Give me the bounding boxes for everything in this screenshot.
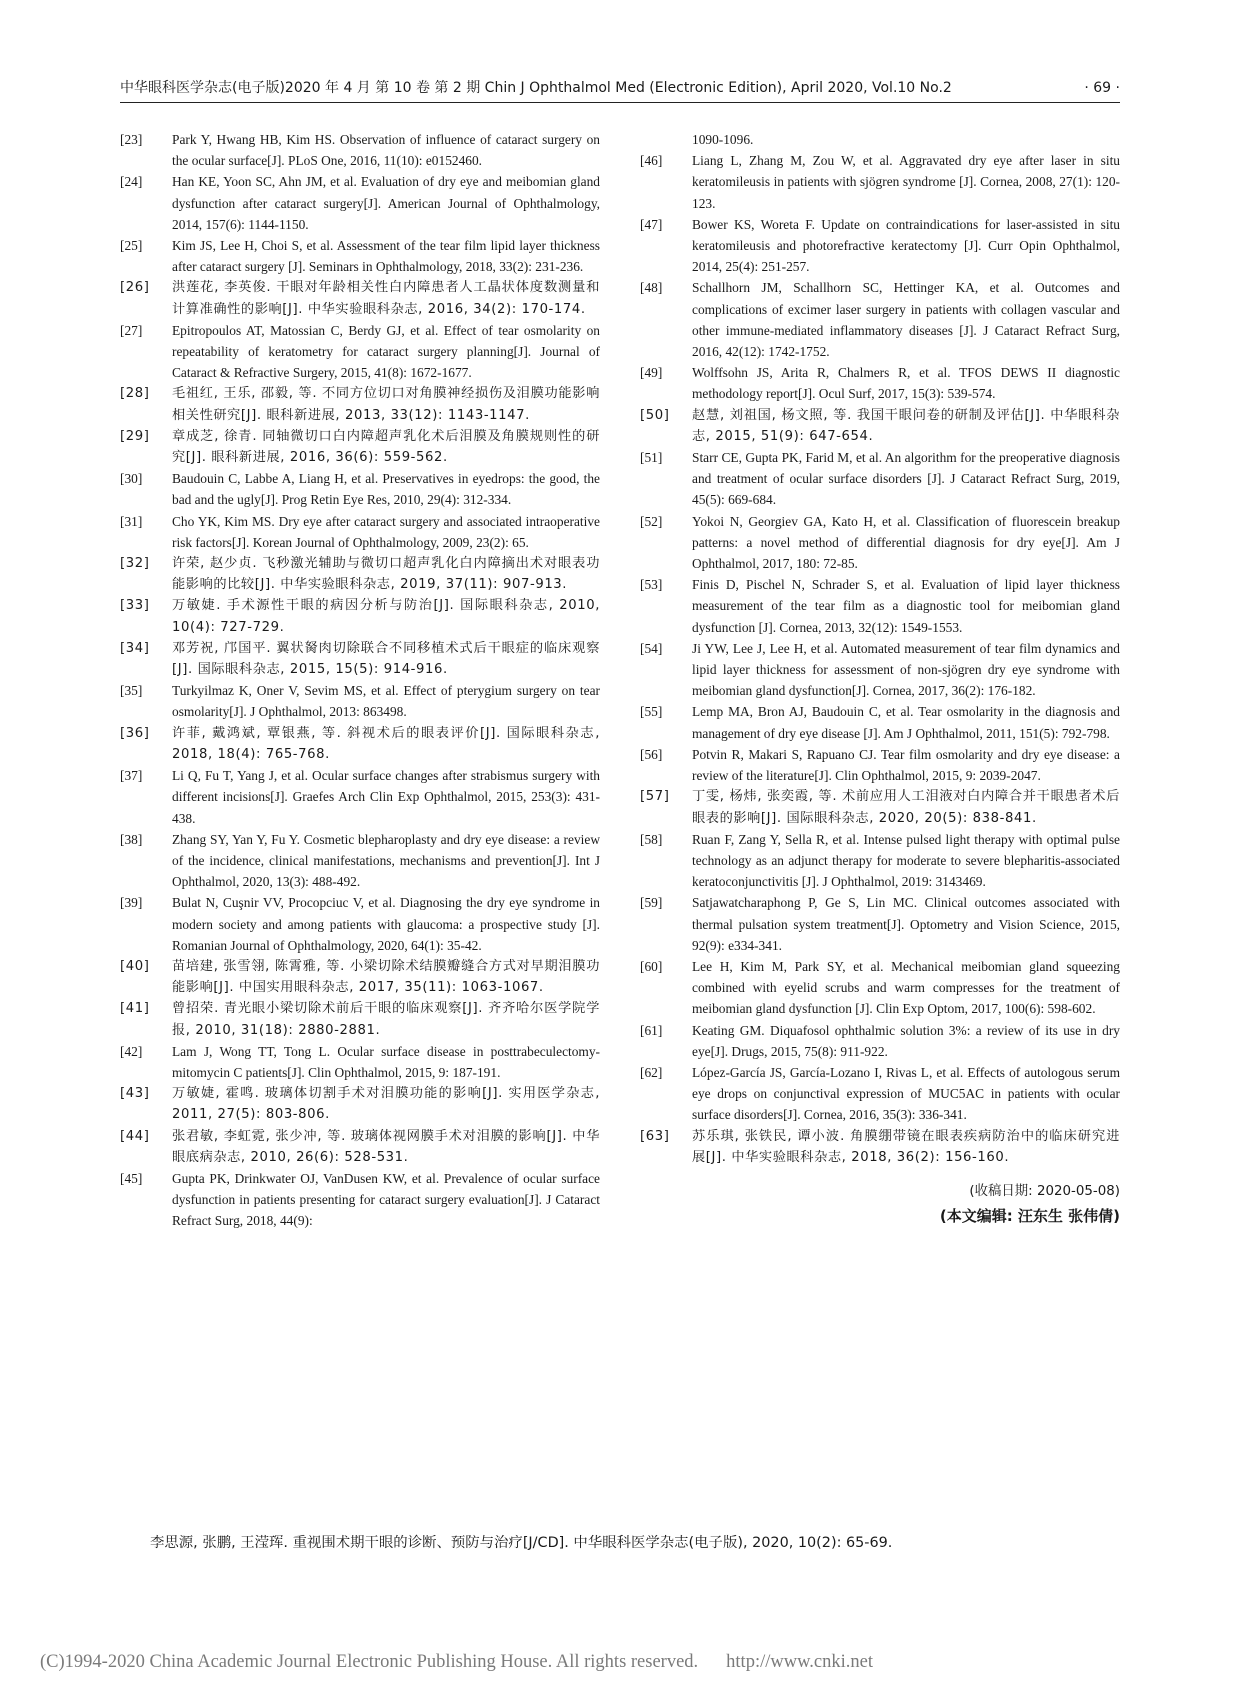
reference-entry	[640, 786, 1120, 828]
reference-number: [52]	[640, 513, 663, 529]
reference-text: Turkyilmaz K, Oner V, Sevim MS, et al. Effect of pterygium surgery on tear osmolarity[J]. J Ophthalmol, 2013: 863498.	[172, 683, 600, 720]
reference-number: [61]	[640, 1022, 663, 1038]
reference-text: Lam J, Wong TT, Tong L. Ocular surface disease in posttrabeculectomy-mitomycin C patients[J]. Clin Ophthalmol, 2015, 9: 187-191.	[172, 1043, 600, 1080]
reference-entry	[640, 362, 1120, 404]
reference-entry	[640, 638, 1120, 702]
reference-number: [46]	[640, 153, 663, 169]
reference-entry	[640, 511, 1120, 575]
reference-text: 苗培建, 张雪翎, 陈霄雅, 等. 小梁切除术结膜瓣缝合方式对早期泪膜功能影响[J]. 中国实用眼科杂志, 2017, 35(11): 1063-1067.	[172, 958, 600, 996]
reference-text: 万敏婕, 霍鸣. 玻璃体切割手术对泪膜功能的影响[J]. 实用医学杂志, 2011, 27(5): 803-806.	[172, 1086, 600, 1123]
reference-number: [42]	[120, 1043, 143, 1059]
reference-number: [33]	[120, 598, 150, 614]
reference-number: [47]	[640, 216, 663, 232]
reference-text: 万敏婕. 手术源性干眼的病因分析与防治[J]. 国际眼科杂志, 2010, 10(4): 727-729.	[172, 598, 600, 635]
reference-entry	[120, 511, 600, 553]
reference-text: Lemp MA, Bron AJ, Baudouin C, et al. Tear osmolarity in the diagnosis and management of dry eye disease [J]. Am J Ophthalmol, 2011, 151(5): 792-798.	[692, 704, 1120, 741]
reference-entry	[120, 553, 600, 595]
reference-text: 苏乐琪, 张铁民, 谭小波. 角膜绷带镜在眼表疾病防治中的临床研究进展[J]. 中华实验眼科杂志, 2018, 36(2): 156-160.	[692, 1128, 1120, 1165]
reference-entry	[120, 426, 600, 468]
reference-number: [34]	[120, 640, 150, 656]
reference-entry	[120, 129, 600, 171]
reference-number: [37]	[120, 768, 143, 784]
reference-number: [59]	[640, 895, 663, 911]
reference-entry	[640, 829, 1120, 893]
reference-text: 许荣, 赵少贞. 飞秒激光辅助与微切口超声乳化白内障摘出术对眼表功能影响的比较[J]. 中华实验眼科杂志, 2019, 37(11): 907-913.	[172, 556, 600, 593]
received-date: (收稿日期: 2020-05-08)	[969, 1183, 1120, 1199]
reference-entry	[120, 829, 600, 893]
reference-number: [32]	[120, 556, 150, 572]
reference-text: Li Q, Fu T, Yang J, et al. Ocular surface changes after strabismus surgery with different incisions[J]. Graefes Arch Clin Exp Ophthalmol, 2015, 253(3): 431-438.	[172, 768, 600, 826]
reference-text: Lee H, Kim M, Park SY, et al. Mechanical meibomian gland squeezing combined with eyelid scrubs and warm compresses for the treatment of meibomian gland dysfunction [J]. Clin Exp Optom, 2017, 100(6): 598-602.	[692, 958, 1120, 1017]
reference-entry	[120, 638, 600, 680]
reference-number: [54]	[640, 640, 663, 656]
editor-credit: (本文编辑: 汪东生 张伟倩)	[939, 1206, 1120, 1225]
reference-entry	[640, 214, 1120, 278]
reference-entry	[640, 447, 1120, 511]
reference-entry	[120, 277, 600, 319]
reference-text: Satjawatcharaphong P, Ge S, Lin MC. Clinical outcomes associated with thermal pulsation system treatment[J]. Optometry and Vision Science, 2015, 92(9): e334-341.	[692, 895, 1120, 953]
copyright-text: (C)1994-2020 China Academic Journal Electronic Publishing House. All rights reserved.	[40, 1652, 699, 1672]
reference-number: [56]	[640, 746, 663, 762]
citation-line: 李思源, 张鹏, 王滢珲. 重视围术期干眼的诊断、预防与治疗[J/CD]. 中华眼科医学杂志(电子版), 2020, 10(2): 65-69.	[150, 1535, 893, 1551]
reference-number: [25]	[120, 238, 143, 254]
reference-number: [43]	[120, 1086, 150, 1102]
reference-text: Wolffsohn JS, Arita R, Chalmers R, et al. TFOS DEWS II diagnostic methodology report[J]. Ocul Surf, 2017, 15(3): 539-574.	[692, 365, 1120, 402]
reference-number: [40]	[120, 958, 150, 974]
reference-entry	[640, 1020, 1120, 1062]
reference-entry	[640, 1126, 1120, 1168]
reference-number: [31]	[120, 513, 143, 529]
journal-header: 中华眼科医学杂志(电子版)2020 年 4 月 第 10 卷 第 2 期 Chin J Ophthalmol Med (Electronic Edition), April 2020, Vol.10 No.2	[120, 80, 952, 96]
copyright-footer	[40, 1652, 873, 1673]
reference-number: [36]	[120, 725, 150, 741]
reference-entry	[640, 701, 1120, 743]
reference-text: Epitropoulos AT, Matossian C, Berdy GJ, et al. Effect of tear osmolarity on repeatability of keratometry for cataract surgery planning[J]. Journal of Cataract & Refractive Surgery, 2015, 41(8): 1672-1677.	[172, 322, 600, 381]
reference-entry	[640, 956, 1120, 1020]
reference-entry	[120, 320, 600, 384]
reference-text: Kim JS, Lee H, Choi S, et al. Assessment of the tear film lipid layer thickness after cataract surgery [J]. Seminars in Ophthalmology, 2018, 33(2): 231-236.	[172, 238, 600, 275]
reference-text: Potvin R, Makari S, Rapuano CJ. Tear film osmolarity and dry eye disease: a review of the literature[J]. Clin Ophthalmol, 2015, 9: 2039-2047.	[692, 746, 1120, 784]
reference-number: [41]	[120, 1001, 150, 1017]
reference-entry	[120, 680, 600, 722]
reference-text: Liang L, Zhang M, Zou W, et al. Aggravated dry eye after laser in situ keratomileusis in patients with sjögren syndrome [J]. Cornea, 2008, 27(1): 120-123.	[692, 153, 1120, 211]
reference-text: 章成芝, 徐青. 同轴微切口白内障超声乳化术后泪膜及角膜规则性的研究[J]. 眼科新进展, 2016, 36(6): 559-562.	[172, 428, 600, 466]
reference-text: Park Y, Hwang HB, Kim HS. Observation of influence of cataract surgery on the ocular surface[J]. PLoS One, 2016, 11(10): e0152460.	[172, 132, 600, 169]
reference-number: [48]	[640, 280, 663, 296]
reference-number: [57]	[640, 789, 670, 805]
reference-text: 邓芳祝, 邝国平. 翼状胬肉切除联合不同移植术式后干眼症的临床观察[J]. 国际眼科杂志, 2015, 15(5): 914-916.	[172, 640, 600, 678]
reference-number: [28]	[120, 386, 150, 402]
reference-number: [26]	[120, 280, 150, 296]
reference-number: [53]	[640, 577, 663, 593]
reference-number: [29]	[120, 428, 150, 444]
reference-number: [38]	[120, 831, 143, 847]
reference-text: Cho YK, Kim MS. Dry eye after cataract surgery and associated intraoperative risk factors[J]. Korean Journal of Ophthalmology, 2009, 23(2): 65.	[172, 513, 600, 550]
reference-entry	[120, 235, 600, 277]
reference-number: [35]	[120, 683, 143, 699]
reference-text: Yokoi N, Georgiev GA, Kato H, et al. Classification of fluorescein breakup patterns: a novel method of differential diagnosis for dry eye[J]. Am J Ophthalmol, 2017, 180: 72-85.	[692, 513, 1120, 572]
reference-text: Ji YW, Lee J, Lee H, et al. Automated measurement of tear film dynamics and lipid layer thickness for assessment of non-sjögren dry eye syndrome with meibomian gland dysfunction[J]. Cornea, 2017, 36(2): 176-182.	[692, 640, 1120, 699]
reference-entry	[120, 171, 600, 235]
reference-number: [44]	[120, 1128, 150, 1144]
reference-number: [30]	[120, 471, 143, 487]
reference-number: [27]	[120, 322, 143, 338]
reference-text: 洪莲花, 李英俊. 干眼对年龄相关性白内障患者人工晶状体度数测量和计算准确性的影响[J]. 中华实验眼科杂志, 2016, 34(2): 170-174.	[172, 280, 600, 317]
reference-number: [51]	[640, 450, 663, 466]
reference-entry	[120, 595, 600, 637]
reference-number: [63]	[640, 1128, 670, 1144]
reference-text: Han KE, Yoon SC, Ahn JM, et al. Evaluation of dry eye and meibomian gland dysfunction after cataract surgery[J]. American Journal of Ophthalmology, 2014, 157(6): 1144-1150.	[172, 174, 600, 232]
reference-entry	[120, 892, 600, 956]
reference-text: Finis D, Pischel N, Schrader S, et al. Evaluation of lipid layer thickness measurement of the tear film as a diagnostic tool for meibomian gland dysfunction [J]. Cornea, 2013, 32(12): 1549-1553.	[692, 577, 1120, 635]
reference-text: Bulat N, Cuşnir VV, Procopciuc V, et al. Diagnosing the dry eye syndrome in modern society and among patients with glaucoma: a prospective study [J]. Romanian Journal of Ophthalmology, 2020, 64(1): 35-42.	[172, 895, 600, 953]
reference-text: 赵慧, 刘祖国, 杨文照, 等. 我国干眼问卷的研制及评估[J]. 中华眼科杂志, 2015, 51(9): 647-654.	[692, 407, 1120, 444]
reference-text: Zhang SY, Yan Y, Fu Y. Cosmetic blepharoplasty and dry eye disease: a review of the incidence, clinical manifestations, mechanisms and prevention[J]. Int J Ophthalmol, 2020, 13(3): 488-492.	[172, 831, 600, 890]
reference-text: 许菲, 戴鸿斌, 覃银燕, 等. 斜视术后的眼表评价[J]. 国际眼科杂志, 2018, 18(4): 765-768.	[172, 725, 600, 762]
reference-entry	[640, 1062, 1120, 1126]
reference-text: 张君敏, 李虹霓, 张少冲, 等. 玻璃体视网膜手术对泪膜的影响[J]. 中华眼底病杂志, 2010, 26(6): 528-531.	[172, 1128, 600, 1165]
reference-text: Baudouin C, Labbe A, Liang H, et al. Preservatives in eyedrops: the good, the bad and the ugly[J]. Prog Retin Eye Res, 2010, 29(4): 312-334.	[172, 471, 600, 508]
reference-number: [23]	[120, 132, 143, 147]
reference-text: Bower KS, Woreta F. Update on contraindications for laser-assisted in situ keratomileusis and photorefractive keratectomy [J]. Curr Opin Ophthalmol, 2014, 25(4): 251-257.	[692, 216, 1120, 275]
reference-number: [58]	[640, 831, 663, 847]
reference-entry	[120, 956, 600, 998]
reference-number: [39]	[120, 895, 143, 911]
reference-entry	[640, 892, 1120, 956]
references-right-column	[640, 129, 1120, 1228]
reference-text: 毛祖红, 王乐, 邵毅, 等. 不同方位切口对角膜神经损伤及泪膜功能影响相关性研究[J]. 眼科新进展, 2013, 33(12): 1143-1147.	[172, 386, 600, 423]
reference-text: Schallhorn JM, Schallhorn SC, Hettinger KA, et al. Outcomes and complications of excimer laser surgery in patients with collagen vascular and other immune-mediated inflammatory diseases [J]. J Cataract Refract Surg, 2016, 42(12): 1742-1752.	[692, 280, 1120, 360]
reference-text: 曾招荣. 青光眼小梁切除术前后干眼的临床观察[J]. 齐齐哈尔医学院学报, 2010, 31(18): 2880-2881.	[172, 1001, 600, 1038]
reference-text: Keating GM. Diquafosol ophthalmic solution 3%: a review of its use in dry eye[J]. Drugs, 2015, 75(8): 911-922.	[692, 1022, 1120, 1059]
reference-number: [60]	[640, 958, 663, 974]
reference-entry	[120, 1041, 600, 1083]
reference-entry	[640, 405, 1120, 447]
reference-entry	[120, 1083, 600, 1125]
reference-number: [45]	[120, 1170, 143, 1186]
reference-number: [24]	[120, 174, 143, 190]
reference-text: Ruan F, Zang Y, Sella R, et al. Intense pulsed light therapy with optimal pulse technology as an adjunct therapy for moderate to severe blepharitis-associated keratoconjunctivitis [J]. J Ophthalmol, 2019: 3143469.	[692, 831, 1120, 890]
running-header	[120, 78, 1120, 103]
reference-entry	[640, 150, 1120, 214]
page-number: · 69 ·	[1084, 80, 1120, 96]
reference-entry	[120, 998, 600, 1040]
reference-entry	[120, 765, 600, 829]
reference-number: [49]	[640, 365, 663, 381]
reference-entry	[120, 723, 600, 765]
reference-number: [62]	[640, 1064, 663, 1080]
reference-text: López-García JS, García-Lozano I, Rivas L, et al. Effects of autologous serum eye drops on conjunctival expression of MUC5AC in patients with ocular surface disorders[J]. Cornea, 2016, 35(3): 336-341.	[692, 1064, 1120, 1123]
reference-text: 丁雯, 杨炜, 张奕霞, 等. 术前应用人工泪液对白内障合并干眼患者术后眼表的影响[J]. 国际眼科杂志, 2020, 20(5): 838-841.	[692, 789, 1120, 826]
references-left-column	[120, 129, 600, 1232]
reference-entry	[640, 574, 1120, 638]
reference-entry	[120, 1168, 600, 1232]
reference-number: [50]	[640, 407, 670, 423]
reference-text: Starr CE, Gupta PK, Farid M, et al. An algorithm for the preoperative diagnosis and treatment of ocular surface disorders [J]. J Cataract Refract Surg, 2019, 45(5): 669-684.	[692, 450, 1120, 508]
footer-url: http://www.cnki.net	[726, 1652, 873, 1672]
reference-number: [55]	[640, 704, 663, 720]
reference-entry	[120, 468, 600, 510]
reference-entry	[120, 1126, 600, 1168]
reference-entry	[120, 383, 600, 425]
reference-entry	[640, 744, 1120, 786]
reference-text: Gupta PK, Drinkwater OJ, VanDusen KW, et al. Prevalence of ocular surface dysfunction in patients presenting for cataract surgery evaluation[J]. J Cataract Refract Surg, 2018, 44(9):	[172, 1170, 600, 1229]
reference-entry	[640, 277, 1120, 362]
reference-continuation: 1090-1096.	[692, 132, 754, 147]
